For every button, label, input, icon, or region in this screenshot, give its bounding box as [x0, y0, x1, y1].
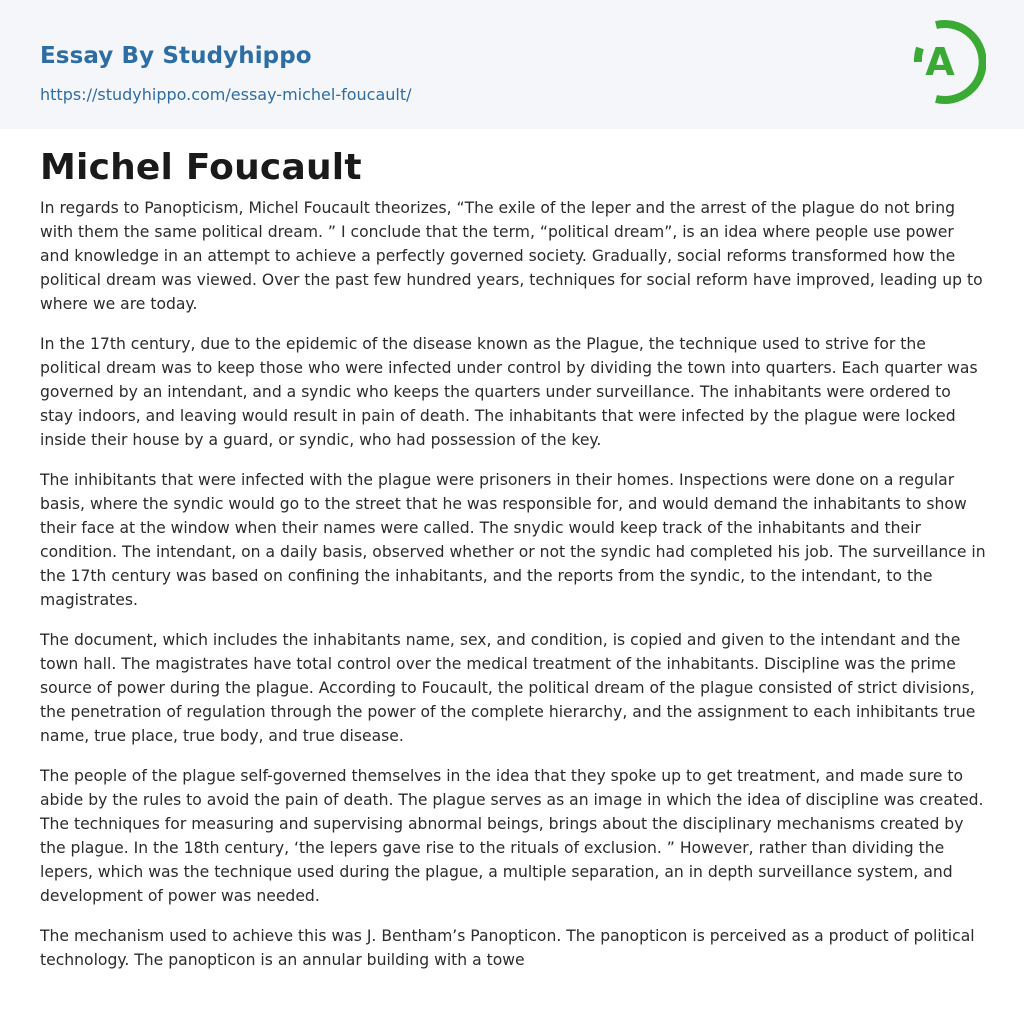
logo-letter: A: [925, 40, 955, 84]
article-body: [40, 196, 986, 972]
article-paragraph: In regards to Panopticism, Michel Foucault theorizes, “The exile of the leper and the arrest of the plague do not bring with them the same political dream. ” I conclude that the term, “political dream”, is an idea where people use power and knowledge in an attempt to achieve a perfectly governed society. Gradually, social reforms transformed how the political dream was viewed. Over the past few hundred years, techniques for social reform have improved, leading up to where we are today.: [40, 199, 983, 313]
article-paragraph: The mechanism used to achieve this was J. Bentham’s Panopticon. The panopticon is perceived as a product of political technology. The panopticon is an annular building with a towe: [40, 927, 975, 969]
page-header: [0, 0, 1024, 129]
article-paragraph: The people of the plague self-governed themselves in the idea that they spoke up to get treatment, and made sure to abide by the rules to avoid the pain of death. The plague serves as an image in which the idea of discipline was created. The techniques for measuring and supervising abnormal beings, brings about the disciplinary mechanisms created by the plague. In the 18th century, ‘the lepers gave rise to the rituals of exclusion. ” However, rather than dividing the lepers, which was the technique used during the plague, a multiple separation, an in depth surveillance system, and development of power was needed.: [40, 767, 984, 905]
article-paragraph: The document, which includes the inhabitants name, sex, and condition, is copied and given to the intendant and the town hall. The magistrates have total control over the medical treatment of the inhabitants. Discipline was the prime source of power during the plague. According to Foucault, the political dream of the plague consisted of strict divisions, the penetration of regulation through the power of the complete hierarchy, and the assignment to each inhibitants true name, true place, true body, and true disease.: [40, 631, 976, 745]
source-url-link[interactable]: https://studyhippo.com/essay-michel-foucault/: [40, 85, 412, 104]
article-paragraph: In the 17th century, due to the epidemic of the disease known as the Plague, the technique used to strive for the political dream was to keep those who were infected under control by dividing the town into quarters. Each quarter was governed by an intendant, and a syndic who keeps the quarters under surveillance. The inhabitants were ordered to stay indoors, and leaving would result in pain of death. The inhabitants that were infected by the plague were locked inside their house by a guard, or syndic, who had possession of the key.: [40, 335, 978, 449]
article: [40, 144, 986, 988]
article-title: Michel Foucault: [40, 147, 362, 188]
article-paragraph: The inhibitants that were infected with the plague were prisoners in their homes. Inspections were done on a regular basis, where the syndic would go to the street that he was responsible for, and would demand the inhabitants to show their face at the window when their names were called. The snydic would keep track of the inhabitants and their condition. The intendant, on a daily basis, observed whether or not the syndic had completed his job. The surveillance in the 17th century was based on confining the inhabitants, and the reports from the syndic, to the intendant, to the magistrates.: [40, 471, 986, 609]
studyhippo-logo-icon[interactable]: [912, 19, 986, 105]
brand-title[interactable]: Essay By Studyhippo: [40, 43, 312, 69]
